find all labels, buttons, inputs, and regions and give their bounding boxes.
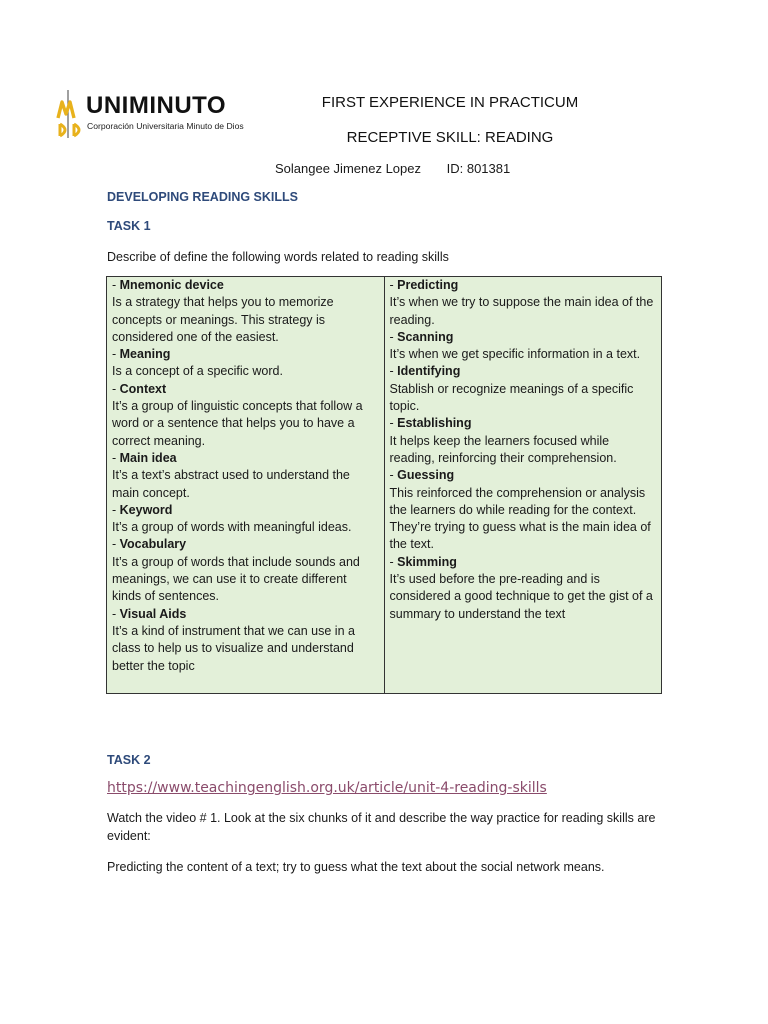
definitions-table bbox=[106, 276, 662, 694]
definition-term: - Guessing bbox=[389, 468, 455, 483]
term-label: Guessing bbox=[397, 468, 455, 483]
definition-term: - Predicting bbox=[389, 278, 459, 292]
term-label: Mnemonic device bbox=[119, 278, 224, 292]
definition-text: It’s a group of words that include sounds and meanings, we can use it to create different kinds of sentences. bbox=[112, 554, 360, 604]
term-label: Predicting bbox=[397, 278, 459, 292]
term-label: Skimming bbox=[397, 554, 457, 569]
definition-term: - Establishing bbox=[389, 416, 472, 431]
term-label: Establishing bbox=[397, 416, 472, 431]
term-label: Vocabulary bbox=[119, 537, 187, 552]
definition-term: - Identifying bbox=[389, 364, 461, 379]
author-line bbox=[275, 161, 532, 176]
logo-subtitle: Corporación Universitaria Minuto de Dios bbox=[87, 121, 244, 131]
definition-term: - Context bbox=[112, 381, 167, 396]
definition-text: It’s used before the pre-reading and is considered a good technique to get the gist of a summary to understand the text bbox=[389, 572, 653, 621]
term-label: Visual Aids bbox=[119, 606, 187, 621]
definition-text: It’s a group of words with meaningful ideas. bbox=[112, 520, 352, 535]
task2-instruction: Watch the video # 1. Look at the six chunks of it and describe the way practice for reading skills are evident: bbox=[107, 811, 656, 843]
term-label: Scanning bbox=[397, 329, 454, 344]
document-subtitle: RECEPTIVE SKILL: READING bbox=[346, 129, 554, 146]
definition-text: It’s when we try to suppose the main idea of the reading. bbox=[389, 295, 654, 327]
task1-instruction: Describe of define the following words related to reading skills bbox=[107, 250, 449, 264]
task2-heading: TASK 2 bbox=[107, 753, 151, 767]
definition-text: Is a strategy that helps you to memorize concepts or meanings. This strategy is considered one of the easiest. bbox=[112, 295, 334, 344]
definition-text: This reinforced the comprehension or analysis the learners do while reading for the context. They’re trying to guess what is the main idea of the text. bbox=[389, 485, 651, 552]
student-id: ID: 801381 bbox=[446, 161, 511, 176]
definitions-left-column bbox=[107, 277, 385, 694]
definition-text: It’s a kind of instrument that we can use in a class to help us to visualize and understand better the topic bbox=[112, 623, 355, 673]
definition-text: It’s when we get specific information in a text. bbox=[389, 347, 641, 362]
definition-term: - Main idea bbox=[112, 450, 177, 465]
definitions-right-column bbox=[384, 277, 662, 694]
definition-text: Is a concept of a specific word. bbox=[112, 364, 283, 379]
document-title: FIRST EXPERIENCE IN PRACTICUM bbox=[321, 94, 579, 111]
definition-term: - Scanning bbox=[389, 329, 454, 344]
task2-answer: Predicting the content of a text; try to guess what the text about the social network means. bbox=[107, 860, 605, 874]
definition-text: Stablish or recognize meanings of a specific topic. bbox=[389, 381, 634, 414]
term-label: Keyword bbox=[119, 502, 173, 517]
definition-text: It’s a text’s abstract used to understand the main concept. bbox=[112, 468, 350, 500]
teachingenglish-link[interactable]: https://www.teachingenglish.org.uk/article/unit-4-reading-skills bbox=[107, 780, 547, 796]
term-label: Context bbox=[119, 381, 167, 396]
definition-term: - Meaning bbox=[112, 347, 171, 362]
term-label: Identifying bbox=[397, 364, 461, 379]
definition-term: - Mnemonic device bbox=[112, 278, 224, 292]
author-name: Solangee Jimenez Lopez bbox=[275, 161, 421, 176]
term-label: Main idea bbox=[119, 450, 177, 465]
definition-term: - Keyword bbox=[112, 502, 173, 517]
definition-term: - Visual Aids bbox=[112, 606, 187, 621]
task1-heading: TASK 1 bbox=[107, 219, 151, 233]
term-label: Meaning bbox=[119, 347, 171, 362]
definition-term: - Skimming bbox=[389, 554, 457, 569]
definition-term: - Vocabulary bbox=[112, 537, 187, 552]
table-row bbox=[107, 277, 662, 694]
definition-text: It’s a group of linguistic concepts that follow a word or a sentence that helps you to have a correct meaning. bbox=[112, 399, 363, 448]
logo-brand-name: UNIMINUTO bbox=[86, 92, 227, 119]
section-heading: DEVELOPING READING SKILLS bbox=[107, 190, 298, 204]
definition-text: It helps keep the learners focused while reading, reinforcing their comprehension. bbox=[389, 433, 617, 465]
